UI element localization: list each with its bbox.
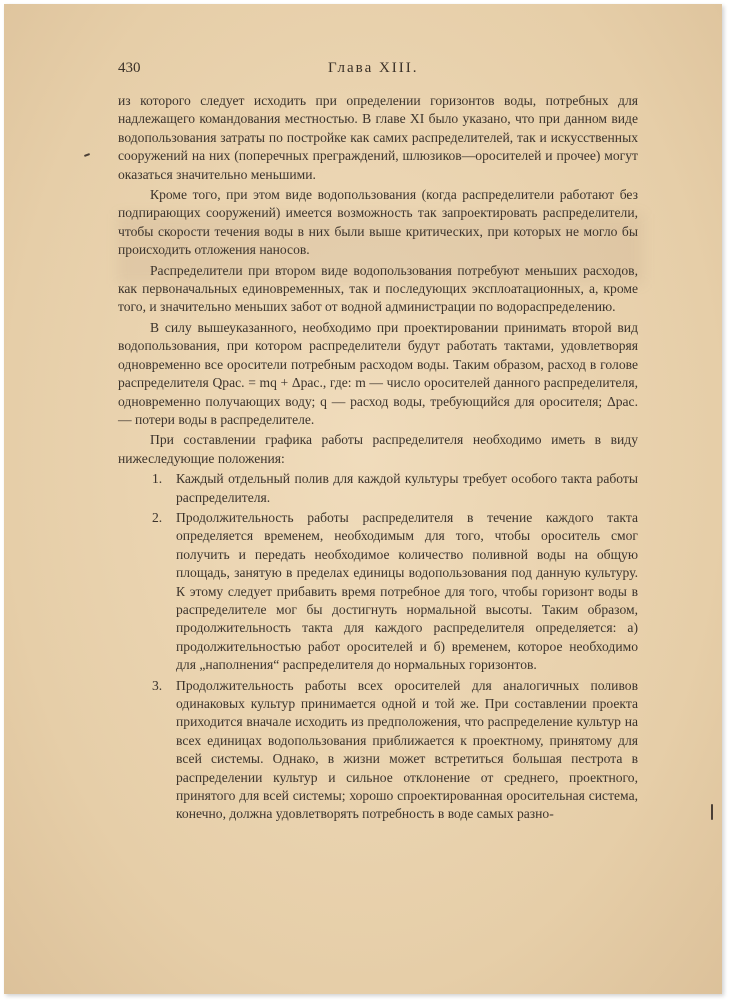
list-item-number: 1.	[152, 471, 163, 487]
paragraph-2: Кроме того, при этом виде водопользования (когда распределители работают без подпирающих сооружений) имеется возможность так запроектировать распределители, чтобы скорости течения воды в них были выше критических, при которых не могло бы происходить отложения наносов.	[118, 187, 638, 258]
list-item	[118, 470, 638, 507]
body-text	[118, 92, 638, 826]
list-item	[118, 677, 638, 824]
list-item-number: 3.	[152, 677, 163, 693]
ink-mark-right	[711, 804, 713, 820]
list-item	[118, 509, 638, 675]
list-item-text: Продолжительность работы всех оросителей для аналогичных поливов одинаковых культур принимается одной и той же. При составлении проекта приходится вначале исходить из предположения, что распределение культур на всех единицах водопользования приближается к проектному, принятому для всей системы. Однако, в жизни может встретиться большая пестрота в распределении культур и сильное отклонение от среднего, проектного, принятого для всей системы; хорошо спроектированная оросительная система, конечно, должна удовлетворять потребность в воде самых разно-	[176, 677, 638, 822]
paragraph-4: В силу вышеуказанного, необходимо при проектировании принимать второй вид водопользования, при котором распределители будут работать тактами, удовлетворяя одновременно все оросители потребным расходом воды. Таким образом, расход в голове распределителя Qрас. = mq + Δрас., где: m — число оросителей данного распределителя, одновременно получающих воду; q — расход воды, требующийся для оросителя; Δрас. — потери воды в распределителе.	[118, 319, 638, 427]
list-item-number: 2.	[152, 509, 163, 525]
paragraph-1: из которого следует исходить при определении горизонтов воды, потребных для надлежащего командования местностью. В главе XI было указано, что при данном виде водопользования затраты по постройке как самих распределителей, так и искусственных сооружений на них (поперечных преграждений, шлюзиков—оросителей и прочее) могут оказаться значительно меньшими.	[118, 93, 638, 182]
numbered-list	[118, 470, 638, 824]
paragraph-5: При составлении графика работы распределителя необходимо иметь в виду нижеследующие положения:	[118, 432, 638, 466]
paragraph-3: Распределители при втором виде водопользования потребуют меньших расходов, как первоначальных единовременных, так и последующих эксплоатационных, а, кроме того, и значительно меньших забот от водной администрации по водораспределению.	[118, 262, 638, 315]
book-page	[4, 4, 722, 994]
ink-mark-left	[84, 153, 90, 157]
list-item-text: Каждый отдельный полив для каждой культуры требует особого такта работы распределителя.	[176, 471, 638, 505]
page-header	[118, 60, 638, 82]
chapter-title: Глава XIII.	[328, 60, 419, 76]
page-number: 430	[118, 60, 141, 76]
list-item-text: Продолжительность работы распределителя в течение каждого такта определяется временем, необходимым для того, чтобы ороситель смог получить и передать необходимое количество поливной воды на общую площадь, занятую в пределах единицы водопользования под данную культуру. К этому следует прибавить время потребное для того, чтобы горизонт воды в распределителе мог бы достигнуть нормальной высоты. Таким образом, продолжительность такта для каждого распределителя определяется: а) продолжительностью работ оросителей и б) временем, которое необходимо для „наполнения“ распределителя до нормальных горизонтов.	[176, 509, 638, 673]
